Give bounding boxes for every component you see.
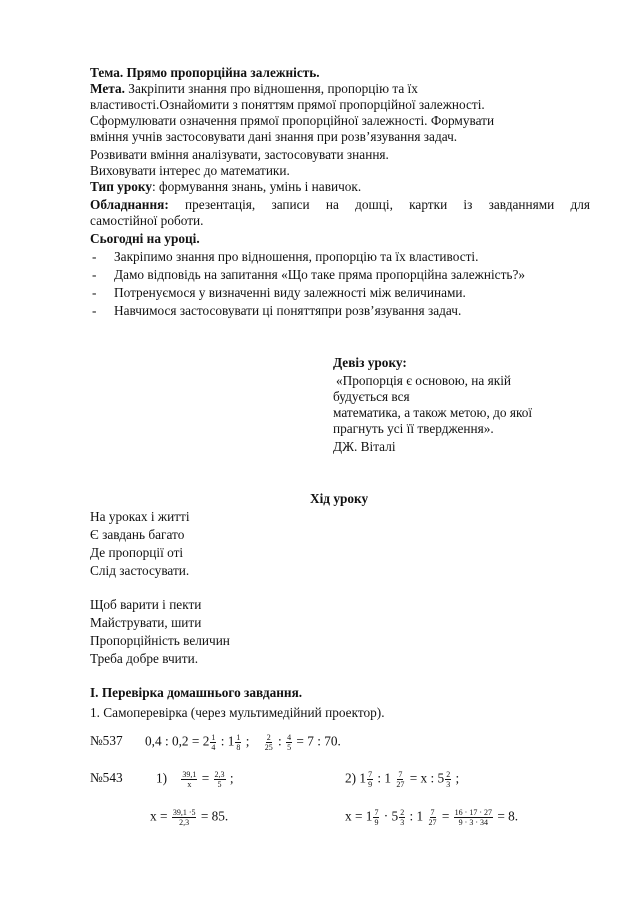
goal-line-6: Виховувати інтерес до математики. [90,163,290,178]
bullet-item: Дамо відповідь на запитання «Що таке пряма пропорційна залежність?» [114,267,526,282]
bullet-mark: - [92,267,97,282]
goal-line-4: вміння учнів застосовувати дані знання при розв’язування задач. [90,129,458,144]
lesson-type-label: Тип уроку [90,179,152,194]
bullet-item: Потренуємося у визначенні виду залежності між величинами. [114,285,466,300]
expr-part: = [441,808,450,824]
expr-part: ; [455,770,460,786]
task-543-part2-eq [345,770,459,789]
fraction: $\frac{2,3}{5}$ [214,770,225,789]
bullet-mark: - [92,285,97,300]
fraction: $\frac{39,1 \cdot 5}{2,3}$ [172,808,196,827]
homework-item-1: 1. Самоперевірка (через мультимедійний проектор). [90,705,385,720]
expr-part: : 1 [217,733,235,749]
fraction: $\frac{39,1}{x}$ [182,770,197,789]
poem-line: Слід застосувати. [90,563,190,578]
task-543-part1-solution [150,808,228,827]
poem-line: Треба добре вчити. [90,651,199,666]
expr-part: = [201,770,210,786]
task-537-expression [145,733,341,752]
homework-title: І. Перевірка домашнього завдання. [90,685,303,700]
today-heading: Сьогодні на уроці. [90,231,200,246]
expr-part: x = [150,808,168,824]
poem-line: Є завдань багато [90,527,185,542]
expr-part: = 85. [200,808,229,824]
expr-part: = x : 5 [409,770,445,786]
fraction: $\frac{1}{8}$ [236,733,241,752]
goal-line-5: Розвивати вміння аналізувати, застосовувати знання. [90,147,389,162]
part-label: 1) [156,770,168,786]
expr-part: x = 1 [345,808,373,824]
task-543-label: №543 [90,770,123,785]
expr-part: : 1 [409,808,424,824]
task-543-part2-solution [345,808,518,827]
motto-line-4: прагнуть усі її твердження». [333,421,494,436]
topic-line [90,65,320,81]
poem-line: Пропорційність величин [90,633,230,648]
motto-line-1: «Пропорція є основою, на якій [336,373,512,388]
goal-line-1 [90,81,418,97]
fraction: $\frac{2}{3}$ [400,808,405,827]
expr-part: : 1 [377,770,392,786]
expr-part: ; [242,733,250,749]
expr-part: = 8. [497,808,519,824]
expr-part: 0,4 : 0,2 = 2 [145,733,210,749]
motto-line-2: будується вся [333,389,410,404]
goal-line-3: Сформулювати означення прямої пропорційної залежності. Формувати [90,113,495,128]
lesson-type-line [90,179,361,195]
fraction: $\frac{1}{4}$ [211,733,216,752]
fraction: $\frac{2}{3}$ [446,770,451,789]
expr-part: = 7 : 70. [296,733,341,749]
fraction: $\frac{4}{5}$ [287,733,292,752]
task-543-part1-eq [156,770,234,789]
topic-label: Тема. [90,65,124,80]
fraction: $\frac{7}{9}$ [368,770,373,789]
expr-part: ; [229,770,234,786]
goal-line-2: властивості.Ознайомити з поняттям прямої пропорційної залежності. [90,97,485,112]
equipment-line-2: самостійної роботи. [90,213,204,228]
poem-line: Майструвати, шити [90,615,202,630]
goal-label: Мета. [90,81,125,96]
fraction: $\frac{7}{9}$ [374,808,379,827]
course-title: Хід уроку [310,491,369,506]
part-label: 2) 1 [345,770,367,786]
expr-part: : [278,733,282,749]
equipment-label: Обладнання: [90,197,169,212]
fraction: $\frac{16 \cdot 17 \cdot 27}{9 \cdot 3 \cdot 34}$ [454,808,492,827]
task-537-label: №537 [90,733,123,748]
poem-line: На уроках і житті [90,509,190,524]
bullet-item: Навчимося застосовувати ці поняттяпри розв’язування задач. [114,303,462,318]
fraction: $\frac{2}{25}$ [264,733,273,752]
poem-line: Де пропорції оті [90,545,184,560]
lesson-type-text: : формування знань, умінь і навичок. [152,179,362,194]
expr-part: · 5 [383,808,399,824]
goal-text-1: Закріпити знання про відношення, пропорцію та їх [128,81,418,96]
fraction: $\frac{7}{27}$ [428,808,437,827]
bullet-item: Закріпимо знання про відношення, пропорцію та їх властивості. [114,249,479,264]
equipment-text-1: презентація, записи на дошці, картки із завданнями для [184,197,590,212]
motto-author: ДЖ. Віталі [333,439,396,454]
bullet-mark: - [92,249,97,264]
topic-text: Прямо пропорційна залежність. [126,65,320,80]
bullet-mark: - [92,303,97,318]
motto-title: Девіз уроку: [333,355,407,370]
fraction: $\frac{7}{27}$ [396,770,405,789]
equipment-line-1 [90,197,590,213]
poem-line: Щоб варити і пекти [90,597,202,612]
motto-line-3: математика, а також метою, до якої [333,405,533,420]
